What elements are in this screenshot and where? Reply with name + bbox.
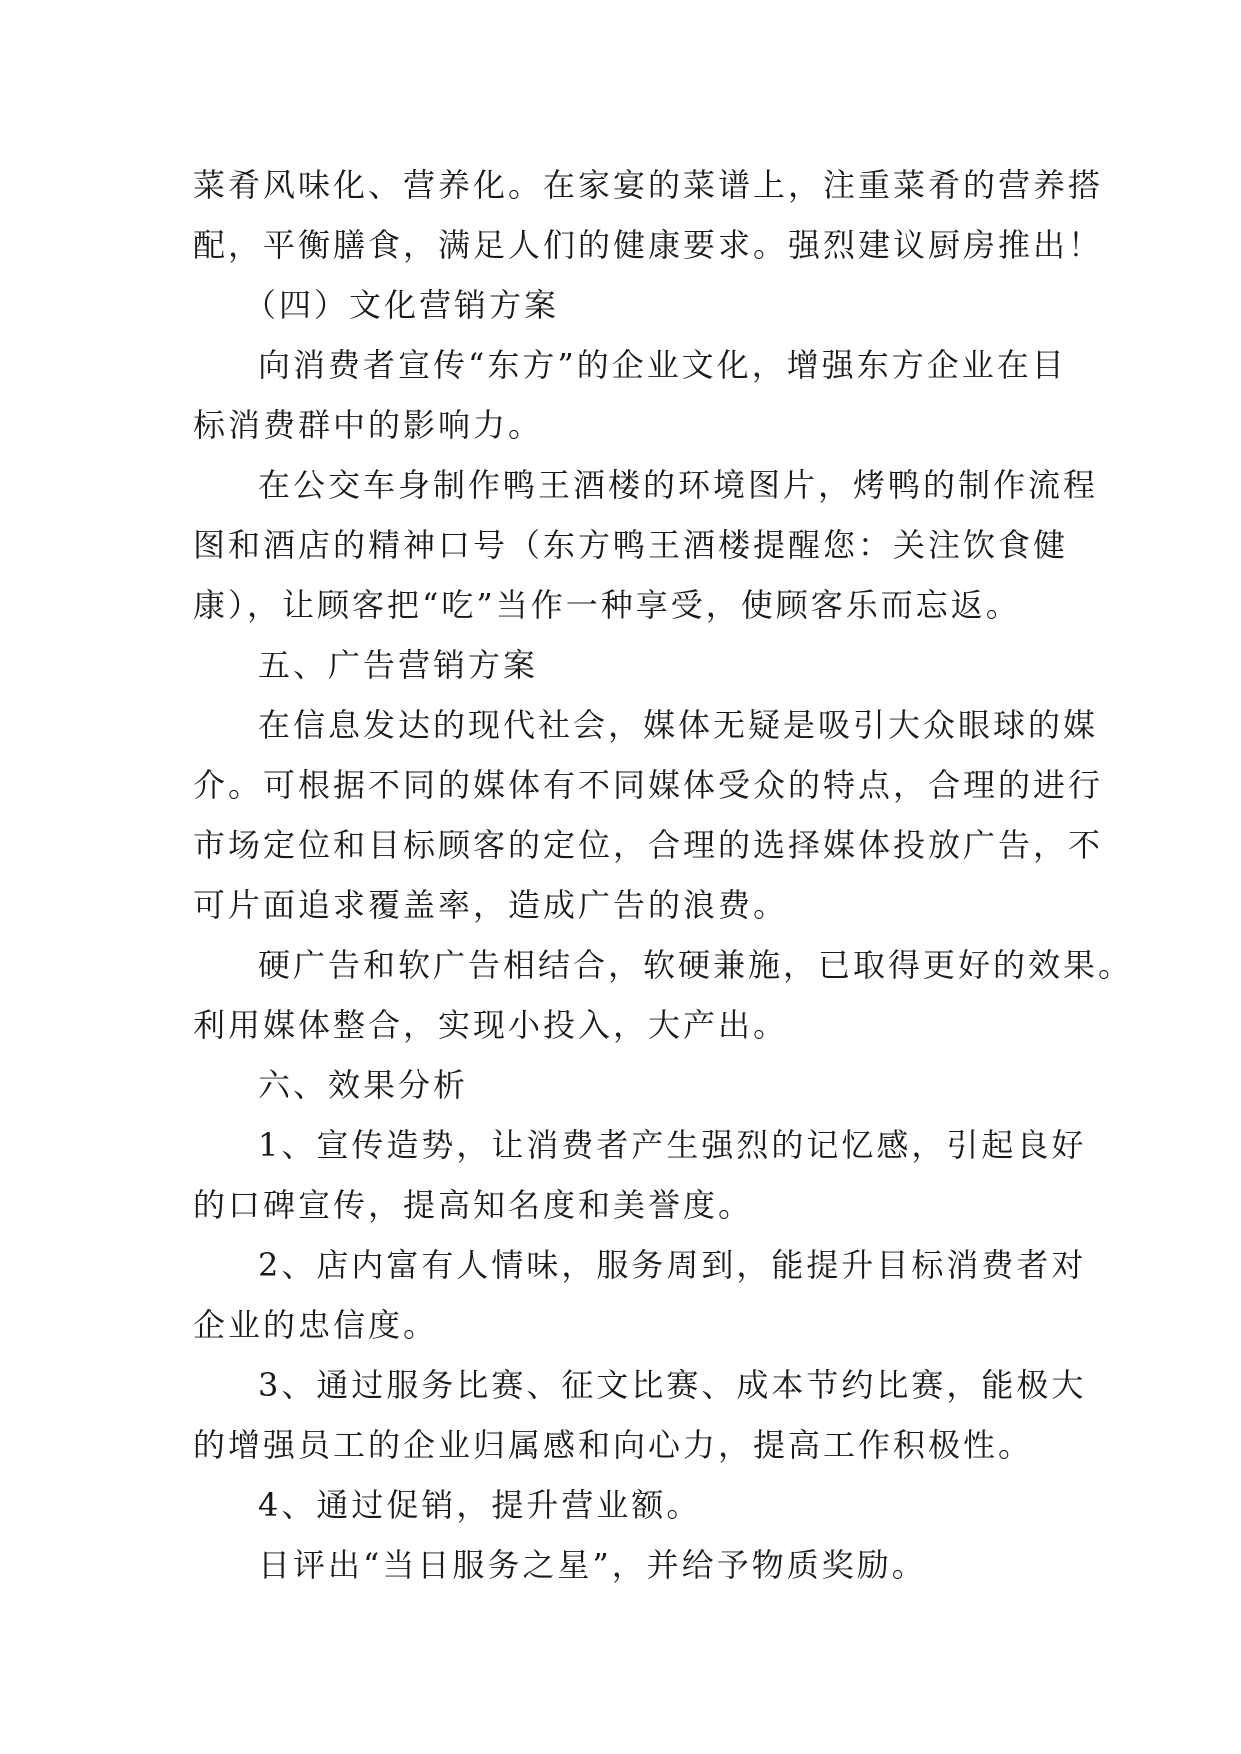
section-heading: 五、广告营销方案 [258,646,539,684]
text-line: 市场定位和目标顾客的定位，合理的选择媒体投放广告，不 [193,826,1104,864]
text-line: 康），让顾客把“吃”当作一种享受，使顾客乐而忘返。 [193,586,1021,624]
text-line: 在信息发达的现代社会，媒体无疑是吸引大众眼球的媒 [258,706,1099,744]
section-heading: （四）文化营销方案 [244,286,560,324]
text-line: 向消费者宣传“东方”的企业文化，增强东方企业在目 [258,346,1067,384]
list-item: 3、通过服务比赛、征文比赛、成本节约比赛，能极大 [258,1366,1087,1404]
text-line: 介。可根据不同的媒体有不同媒体受众的特点，合理的进行 [193,766,1104,804]
text-line: 企业的忠信度。 [193,1306,439,1344]
list-item: 4、通过促销，提升营业额。 [258,1486,702,1524]
text-line: 硬广告和软广告相结合，软硬兼施，已取得更好的效果。 [258,946,1134,984]
text-line: 标消费群中的影响力。 [193,406,544,444]
section-heading: 六、效果分析 [258,1066,469,1104]
text-line: 图和酒店的精神口号（东方鸭王酒楼提醒您：关注饮食健 [193,526,1069,564]
text-line: 的增强员工的企业归属感和向心力，提高工作积极性。 [193,1426,1034,1464]
list-item: 1、宣传造势，让消费者产生强烈的记忆感，引起良好 [258,1126,1087,1164]
text-line: 日评出“当日服务之星”，并给予物质奖励。 [258,1546,927,1584]
list-item: 2、店内富有人情味，服务周到，能提升目标消费者对 [258,1246,1087,1284]
text-line: 配，平衡膳食，满足人们的健康要求。强烈建议厨房推出！ [193,226,1104,264]
text-line: 可片面追求覆盖率，造成广告的浪费。 [193,886,789,924]
text-line: 的口碑宣传，提高知名度和美誉度。 [193,1186,754,1224]
text-line: 菜肴风味化、营养化。在家宴的菜谱上，注重菜肴的营养搭 [193,166,1104,204]
text-line: 利用媒体整合，实现小投入，大产出。 [193,1006,789,1044]
text-line: 在公交车身制作鸭王酒楼的环境图片，烤鸭的制作流程 [258,466,1099,504]
